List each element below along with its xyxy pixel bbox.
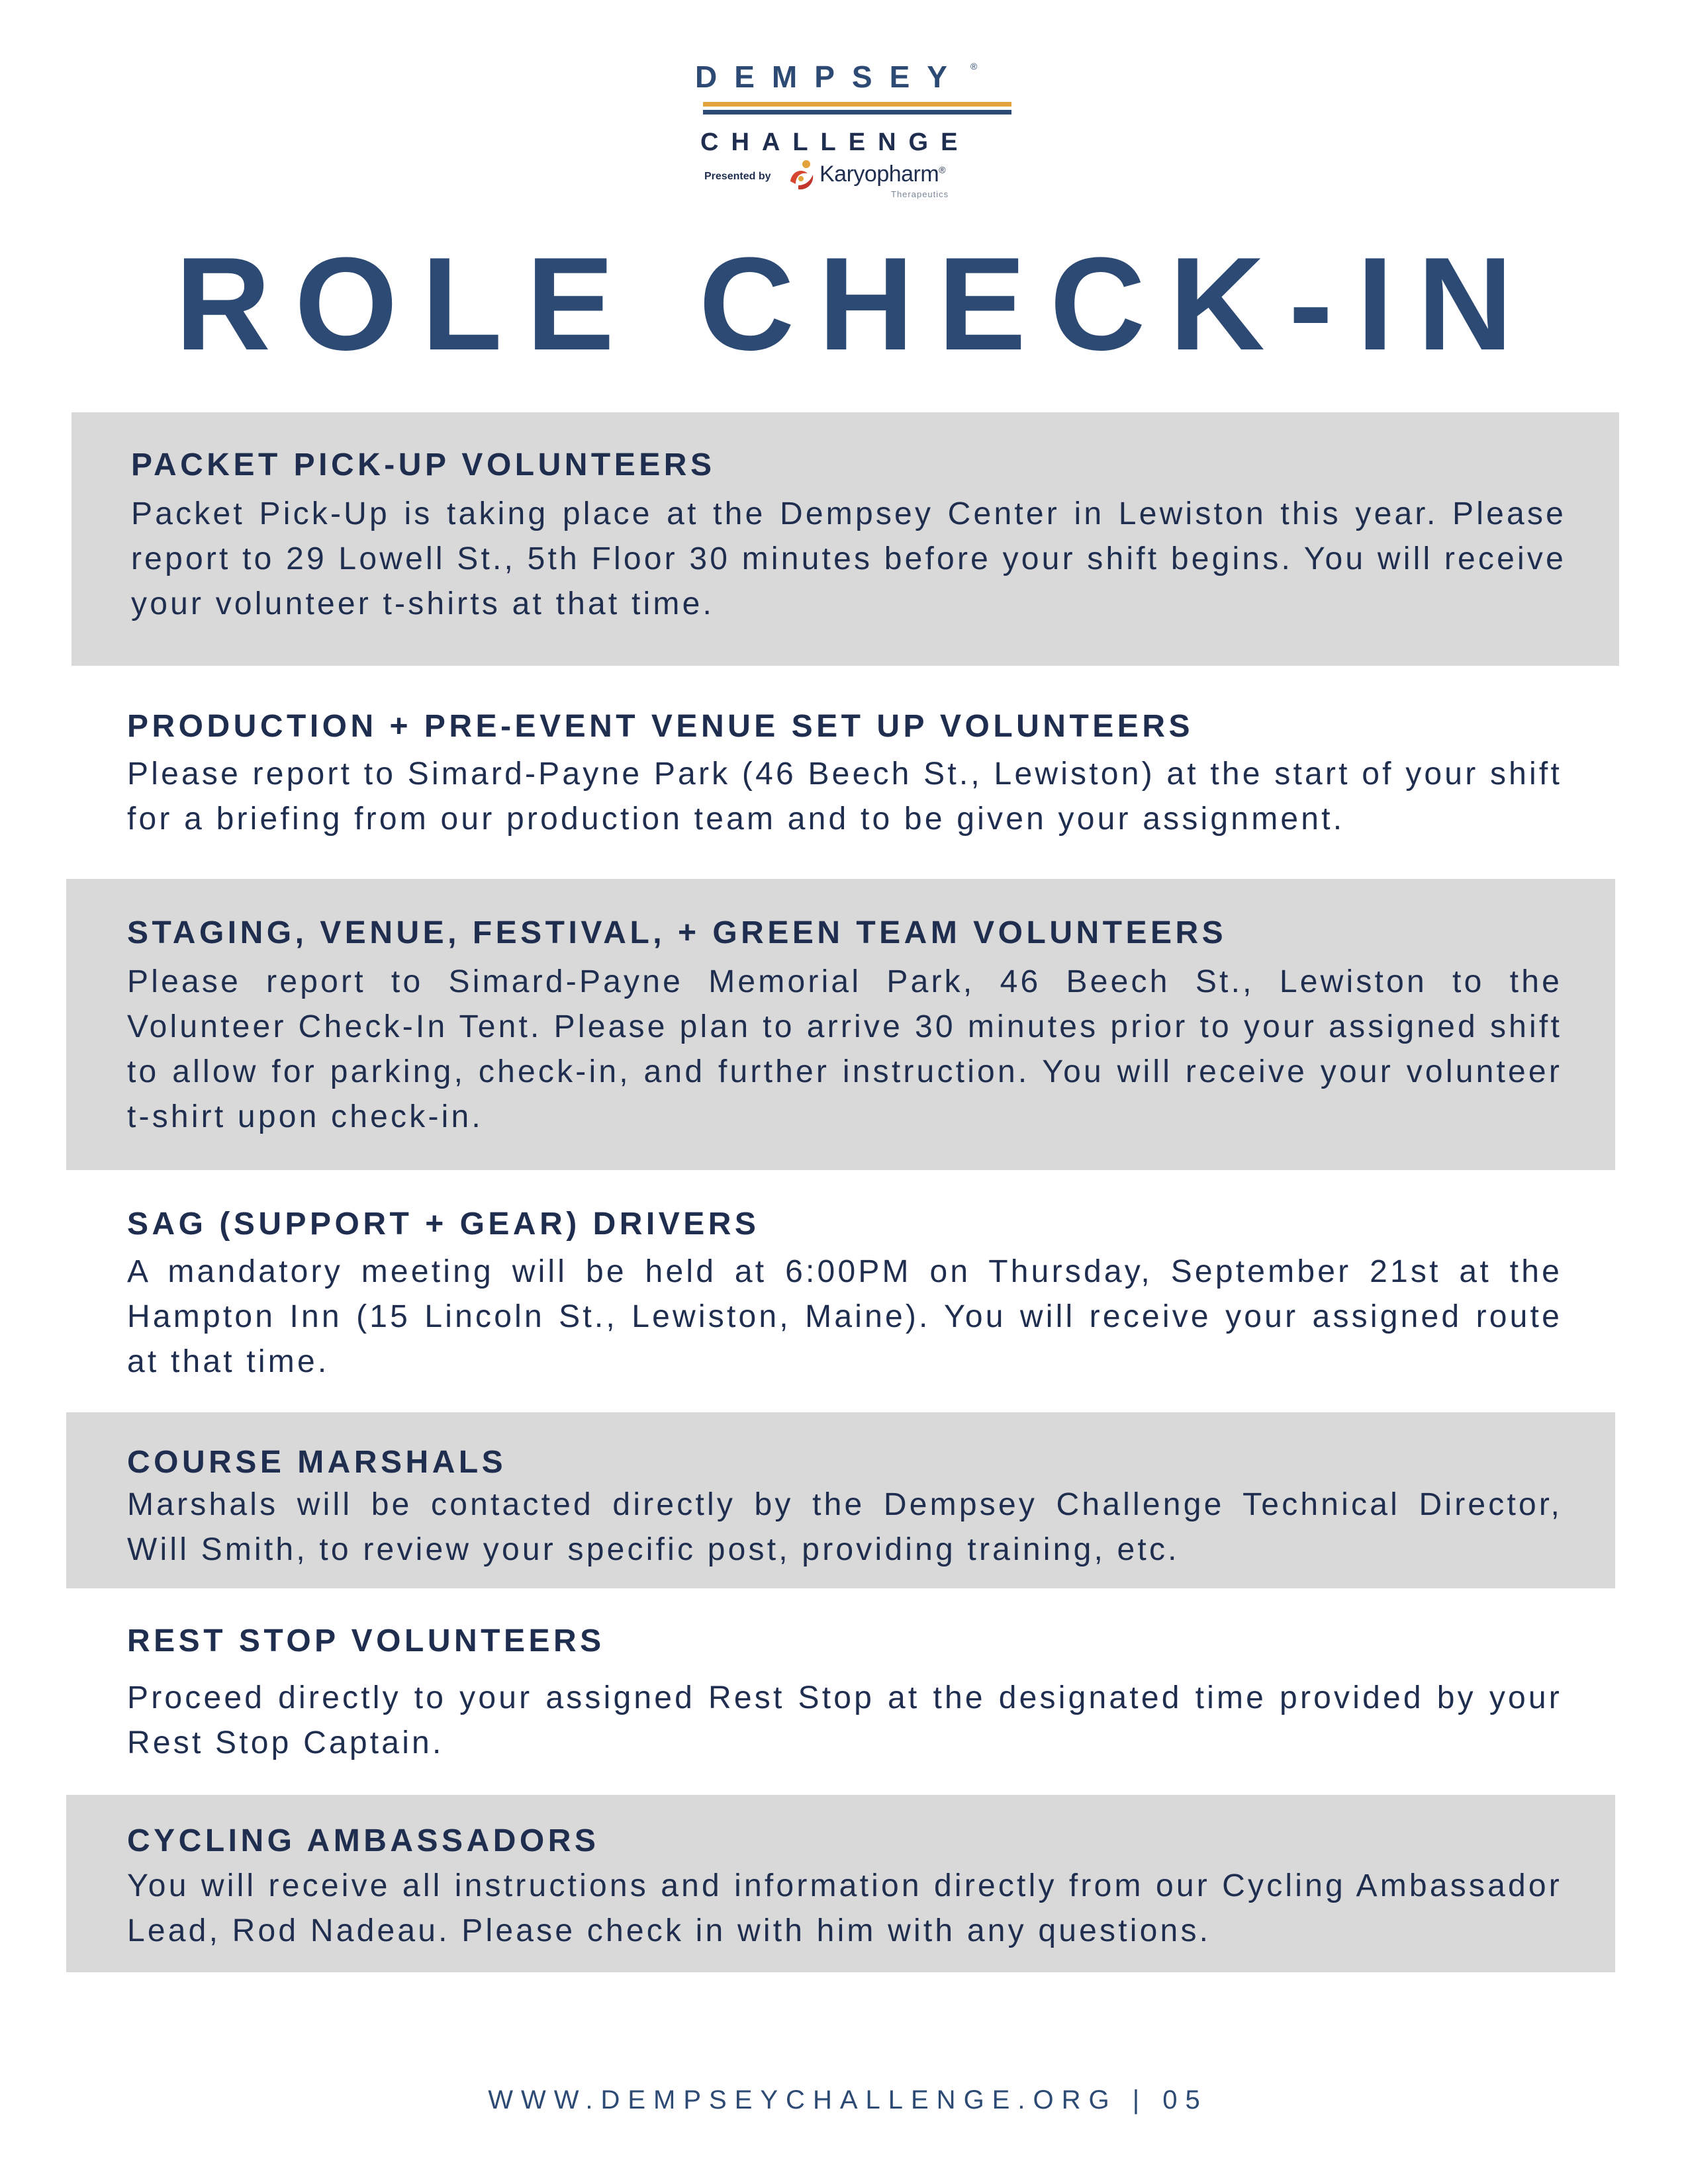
section-body: Please report to Simard-Payne Memorial Park, 46 Beech St., Lewiston to the Volunteer Check-In Tent. Please plan to arrive 30 minutes prior to your assigned shift to allow for parking, check-in, and further instruction. You will receive your volunteer t-shirt upon check-in. [127,964,1562,1134]
section-body: Packet Pick-Up is taking place at the Dempsey Center in Lewiston this year. Please report to 29 Lowell St., 5th Floor 30 minutes before your shift begins. You will receive your volunteer t-shirts at that time. [131,496,1566,621]
section-heading: PRODUCTION + PRE-EVENT VENUE SET UP VOLUNTEERS [127,709,1194,744]
section-body: A mandatory meeting will be held at 6:00PM on Thursday, September 21st at the Hampton Inn (15 Lincoln St., Lewiston, Maine). You will receive your assigned route at that time. [127,1254,1562,1379]
registered-mark: ® [970,61,978,71]
section-heading: REST STOP VOLUNTEERS [127,1623,605,1659]
section-body: Please report to Simard-Payne Park (46 Beech St., Lewiston) at the start of your shift for a briefing from our production team and to be given your assignment. [127,756,1562,837]
logo-navy-stripe [703,110,1011,114]
section-heading: CYCLING AMBASSADORS [127,1823,600,1858]
section-body: You will receive all instructions and information directly from our Cycling Ambassador Lead, Rod Nadeau. Please check in with him with any questions. [127,1868,1562,1948]
section-cycling-ambassadors [66,1795,1615,1972]
logo-wordmark-challenge: CHALLENGE [700,128,970,156]
section-body: Proceed directly to your assigned Rest Stop at the designated time provided by your Rest Stop Captain. [127,1680,1562,1760]
section-course-marshals [66,1412,1615,1588]
page-title: ROLE CHECK-IN [175,230,1537,378]
section-production-setup [66,666,1619,879]
logo-wordmark-dempsey: DEMPSEY [695,60,964,94]
section-heading: PACKET PICK-UP VOLUNTEERS [131,447,716,482]
section-rest-stop [66,1588,1619,1795]
footer-website-page-number: WWW.DEMPSEYCHALLENGE.ORG | 05 [488,2085,1208,2115]
sponsor-name: Karyopharm® [820,161,946,187]
logo-gold-stripe [703,102,1011,107]
section-staging-venue [66,879,1615,1170]
section-body: Marshals will be contacted directly by the Dempsey Challenge Technical Director, Will Smith, to review your specific post, providing training, etc. [127,1487,1562,1567]
dempsey-challenge-logo [695,58,993,207]
presented-by-label: Presented by [704,171,771,182]
section-heading: STAGING, VENUE, FESTIVAL, + GREEN TEAM VOLUNTEERS [127,915,1227,950]
karyopharm-mark-icon [786,159,818,193]
sponsor-subtitle: Therapeutics [891,189,949,199]
section-packet-pickup [71,412,1619,666]
section-sag-drivers [66,1170,1619,1412]
section-heading: SAG (SUPPORT + GEAR) DRIVERS [127,1206,760,1242]
section-heading: COURSE MARSHALS [127,1445,507,1480]
